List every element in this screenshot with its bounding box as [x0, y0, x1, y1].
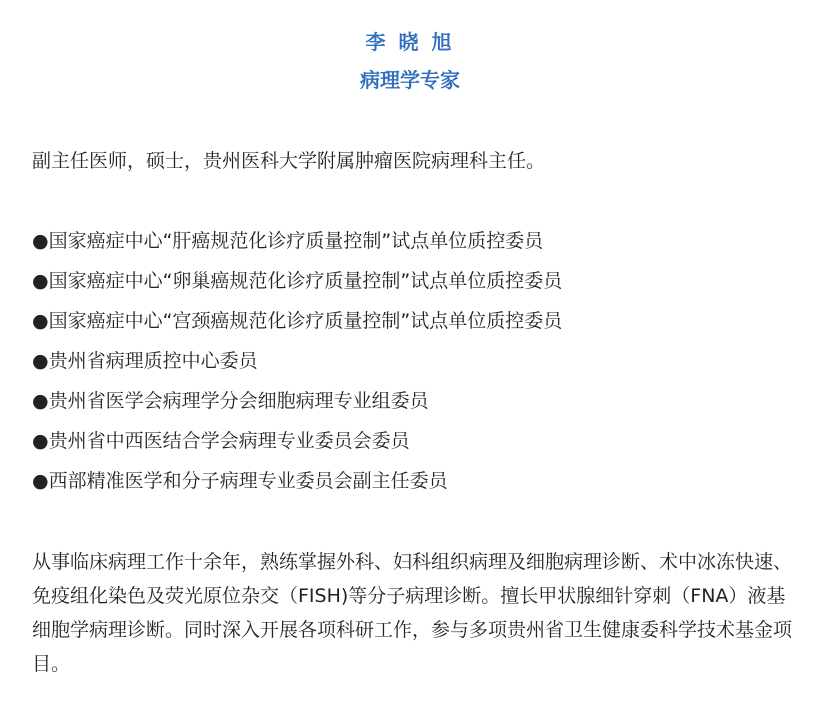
role-item: ●贵州省病理质控中心委员 [32, 350, 258, 372]
role-item: ●国家癌症中心“卵巢癌规范化诊疗质量控制”试点单位质控委员 [32, 270, 563, 292]
role-item: ●国家癌症中心“肝癌规范化诊疗质量控制”试点单位质控委员 [32, 230, 544, 252]
role-item: ●贵州省中西医结合学会病理专业委员会委员 [32, 430, 410, 452]
doctor-name: 李 晓 旭 [365, 30, 455, 54]
doctor-title: 病理学专家 [360, 68, 460, 92]
role-item: ●西部精准医学和分子病理专业委员会副主任委员 [32, 470, 448, 492]
role-item: ●国家癌症中心“宫颈癌规范化诊疗质量控制”试点单位质控委员 [32, 310, 563, 332]
roles-list [32, 225, 802, 505]
summary-paragraph: 从事临床病理工作十余年，熟练掌握外科、妇科组织病理及细胞病理诊断、术中冰冻快速、免疫组化染色及荧光原位杂交（FISH)等分子病理诊断。擅长甲状腺细针穿刺（FNA）液基细胞学病理诊断。同时深入开展各项科研工作，参与多项贵州省卫生健康委科学技术基金项目。 [32, 551, 793, 675]
role-item: ●贵州省医学会病理学分会细胞病理专业组委员 [32, 390, 429, 412]
intro-paragraph: 副主任医师，硕士，贵州医科大学附属肿瘤医院病理科主任。 [32, 150, 546, 172]
